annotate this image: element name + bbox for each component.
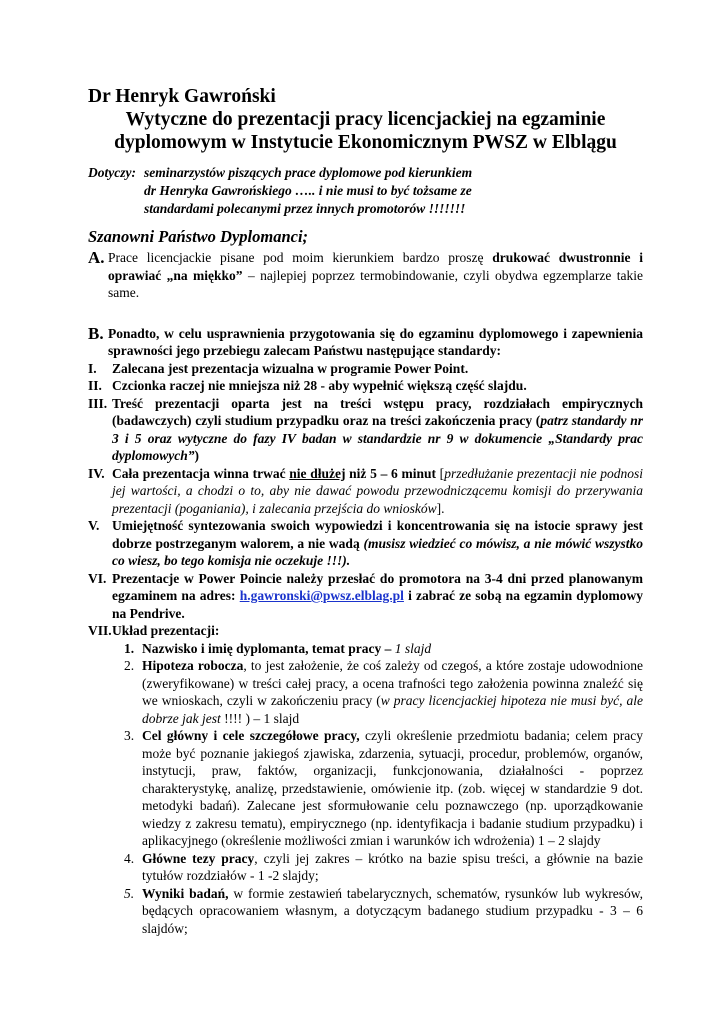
standard-3-bold: Treść prezentacji oparta jest na treści wstępu pracy, rozdziałach empirycznych (badawczych) czyli studium przypadku oraz na treści zakończenia pracy ( (112, 395, 643, 428)
layout-item-2-number: 2. (124, 658, 135, 673)
standard-4-open: [ (435, 465, 445, 481)
standard-6-number: VI. (88, 570, 107, 586)
greeting: Szanowni Państwo Dyplomanci; (88, 227, 309, 246)
standard-5 (88, 517, 643, 570)
layout-item-4 (124, 850, 643, 885)
scope-label: Dotyczy: (88, 165, 136, 180)
standards-list (88, 360, 643, 640)
layout-item-2-text (142, 657, 643, 727)
layout-item-5-bold: Wyniki badań, (142, 885, 229, 901)
standard-1-text: Zalecana jest prezentacja wizualna w programie Power Point. (112, 360, 469, 376)
standard-2-number: II. (88, 378, 102, 393)
layout-item-4-text (142, 850, 643, 885)
standard-4-bold-1: Cała prezentacja winna trwać (112, 465, 290, 481)
standard-4-number: IV. (88, 465, 105, 481)
layout-item-1-bold: Nazwisko i imię dyplomanta, temat pracy – (142, 640, 392, 656)
section-b (88, 325, 643, 360)
section-a (88, 249, 643, 302)
layout-item-3-text (142, 727, 643, 850)
standard-4-close: ]. (436, 500, 445, 516)
layout-item-5-number: 5. (124, 885, 135, 901)
scope-note (88, 164, 643, 218)
standard-5-italic: (musisz wiedzieć co mówisz, a nie mówić wszystko co wiesz, bo tego komisja nie oczekuje !!!). (112, 535, 643, 568)
section-a-text (108, 249, 643, 302)
layout-item-5-body: w formie zestawień tabelarycznych, schematów, rysunków lub wykresów, będących opracowaniem własnym, a dotyczącym badanego studium przypadku - 3 – 6 slajdów; (142, 885, 643, 936)
standard-2 (88, 377, 643, 395)
layout-item-5-text (142, 885, 643, 938)
scope-line-3: standardami polecanymi przez innych promotorów !!!!!!! (144, 201, 466, 216)
document-title (88, 108, 643, 154)
section-a-text-2: – najlepiej poprzez termobindowanie, czyli obydwa egzemplarze takie same. (108, 267, 643, 300)
email-link[interactable]: h.gawronski@pwsz.elblag.pl (239, 588, 404, 603)
layout-item-5 (124, 885, 643, 938)
standard-3-text (112, 395, 643, 465)
layout-item-3 (124, 727, 643, 850)
standard-4-underline: nie dłużej (289, 465, 346, 481)
standard-7-text: Układ prezentacji: (112, 623, 220, 638)
standard-5-text (112, 517, 643, 570)
layout-item-3-body: czyli określenie przedmiotu badania; celem pracy może być poznanie jakiegoś zjawiska, zdarzenia, sytuacji, procedur, problemów, organów, instytucji, praw, faktów, organizacji, funkcjonowania, działalności - poprzez charakterystykę, analizę, przedstawienie, omówienie itp. (zob. więcej w standardzie 9 dot. metodyki badań). Zalecane jest sformułowanie celu poznawczego (np. uporządkowanie wiedzy z zakresu tematu), empirycznego (np. identyfikacja i badanie studium przypadku) i aplikacyjnego (określenie możliwości zmian i warunków ich wdrożenia) 1 – 2 slajdy (142, 728, 643, 848)
presentation-layout-list (88, 640, 643, 938)
standard-3-italic: patrz standardy nr 3 i 5 oraz wytyczne do fazy IV badan w standardzie nr 9 w dokumencie „Standardy prac dyplomowych” (112, 413, 643, 463)
title-line-1: Wytyczne do prezentacji pracy licencjackiej na egzaminie (125, 109, 606, 130)
standard-7-number: VII. (88, 623, 112, 638)
standard-4-bold-2: niż 5 – 6 minut (345, 465, 436, 481)
section-b-intro: Ponadto, w celu usprawnienia przygotowania się do egzaminu dyplomowego i zapewnienia sprawności jego przebiegu zalecam Państwu następujące standardy: (108, 325, 643, 358)
section-a-letter: A. (88, 248, 105, 267)
layout-item-2 (124, 657, 643, 727)
standard-3-number: III. (88, 395, 108, 411)
layout-item-1-italic: 1 slajd (391, 640, 432, 656)
standard-5-number: V. (88, 518, 100, 533)
scope-line-1: seminarzystów piszących prace dyplomowe pod kierunkiem (144, 165, 473, 180)
layout-item-1 (124, 640, 643, 658)
standard-5-bold: Umiejętność syntezowania swoich wypowiedzi i koncentrowania się na istocie sprawy jest dobrze postrzeganym walorem, a nie wadą (112, 518, 643, 551)
layout-item-4-number: 4. (124, 850, 135, 866)
standard-4 (88, 465, 643, 518)
layout-item-2-body: , to jest założenie, że coś zależy od czegoś, a które zostaje udowodnione (zweryfikowane) w treści całej pracy, a ocena trafności tego założenia powinna znaleźć się we wnioskach, czyli w zakończeniu pracy ( (142, 658, 643, 708)
standard-3-close: ) (194, 448, 199, 463)
layout-item-2-bold: Hipoteza robocza (142, 658, 244, 673)
standard-3 (88, 395, 643, 465)
standard-1-number: I. (88, 360, 97, 376)
layout-item-2-italic: w pracy licencjackiej hipoteza nie musi być, ale dobrze jak jest (142, 693, 644, 726)
section-a-bold: drukować dwustronnie i oprawiać „na miękko” (108, 250, 644, 283)
standard-6-bold-2: i zabrać ze sobą na egzamin dyplomowy na Pendrive. (112, 588, 643, 621)
scope-line-2: dr Henryka Gawrońskiego ….. i nie musi to być tożsame ze (144, 183, 472, 198)
standard-2-text: Czcionka raczej nie mniejsza niż 28 - aby wypełnić większą część slajdu. (112, 378, 527, 393)
standard-4-italic: przedłużanie prezentacji nie podnosi jej wartości, a chodzi o to, aby nie dawać powodu przewodniczącemu komisji do przerywania prezentacji (poganiania), i zalecania przejścia do wniosków (112, 465, 644, 516)
author-name: Dr Henryk Gawroński (88, 86, 276, 107)
standard-7 (88, 622, 643, 640)
layout-item-3-number: 3. (124, 728, 135, 743)
title-line-2: dyplomowym w Instytucie Ekonomicznym PWSZ w Elblągu (114, 132, 617, 153)
standard-1 (88, 360, 643, 378)
layout-item-2-end: !!!! ) – 1 slajd (220, 710, 300, 726)
layout-item-4-bold: Główne tezy pracy (142, 850, 255, 866)
layout-item-3-bold: Cel główny i cele szczegółowe pracy, (142, 728, 360, 743)
section-b-letter: B. (88, 323, 104, 343)
standard-4-text (112, 465, 643, 518)
standard-6-bold-1: Prezentacje w Power Poincie należy przesłać do promotora na 3-4 dni przed planowanym egzaminem na adres: (112, 570, 643, 603)
layout-item-1-number: 1. (124, 640, 135, 656)
standard-6 (88, 570, 643, 623)
layout-item-4-body: , czyli jej zakres – krótko na bazie spisu treści, a głównie na bazie tytułów rozdziałów - 1 -2 slajdy; (142, 850, 643, 883)
layout-item-1-text (142, 640, 643, 658)
section-a-text-1: Prace licencjackie pisane pod moim kierunkiem bardzo proszę (108, 250, 493, 265)
standard-6-text (112, 570, 643, 623)
